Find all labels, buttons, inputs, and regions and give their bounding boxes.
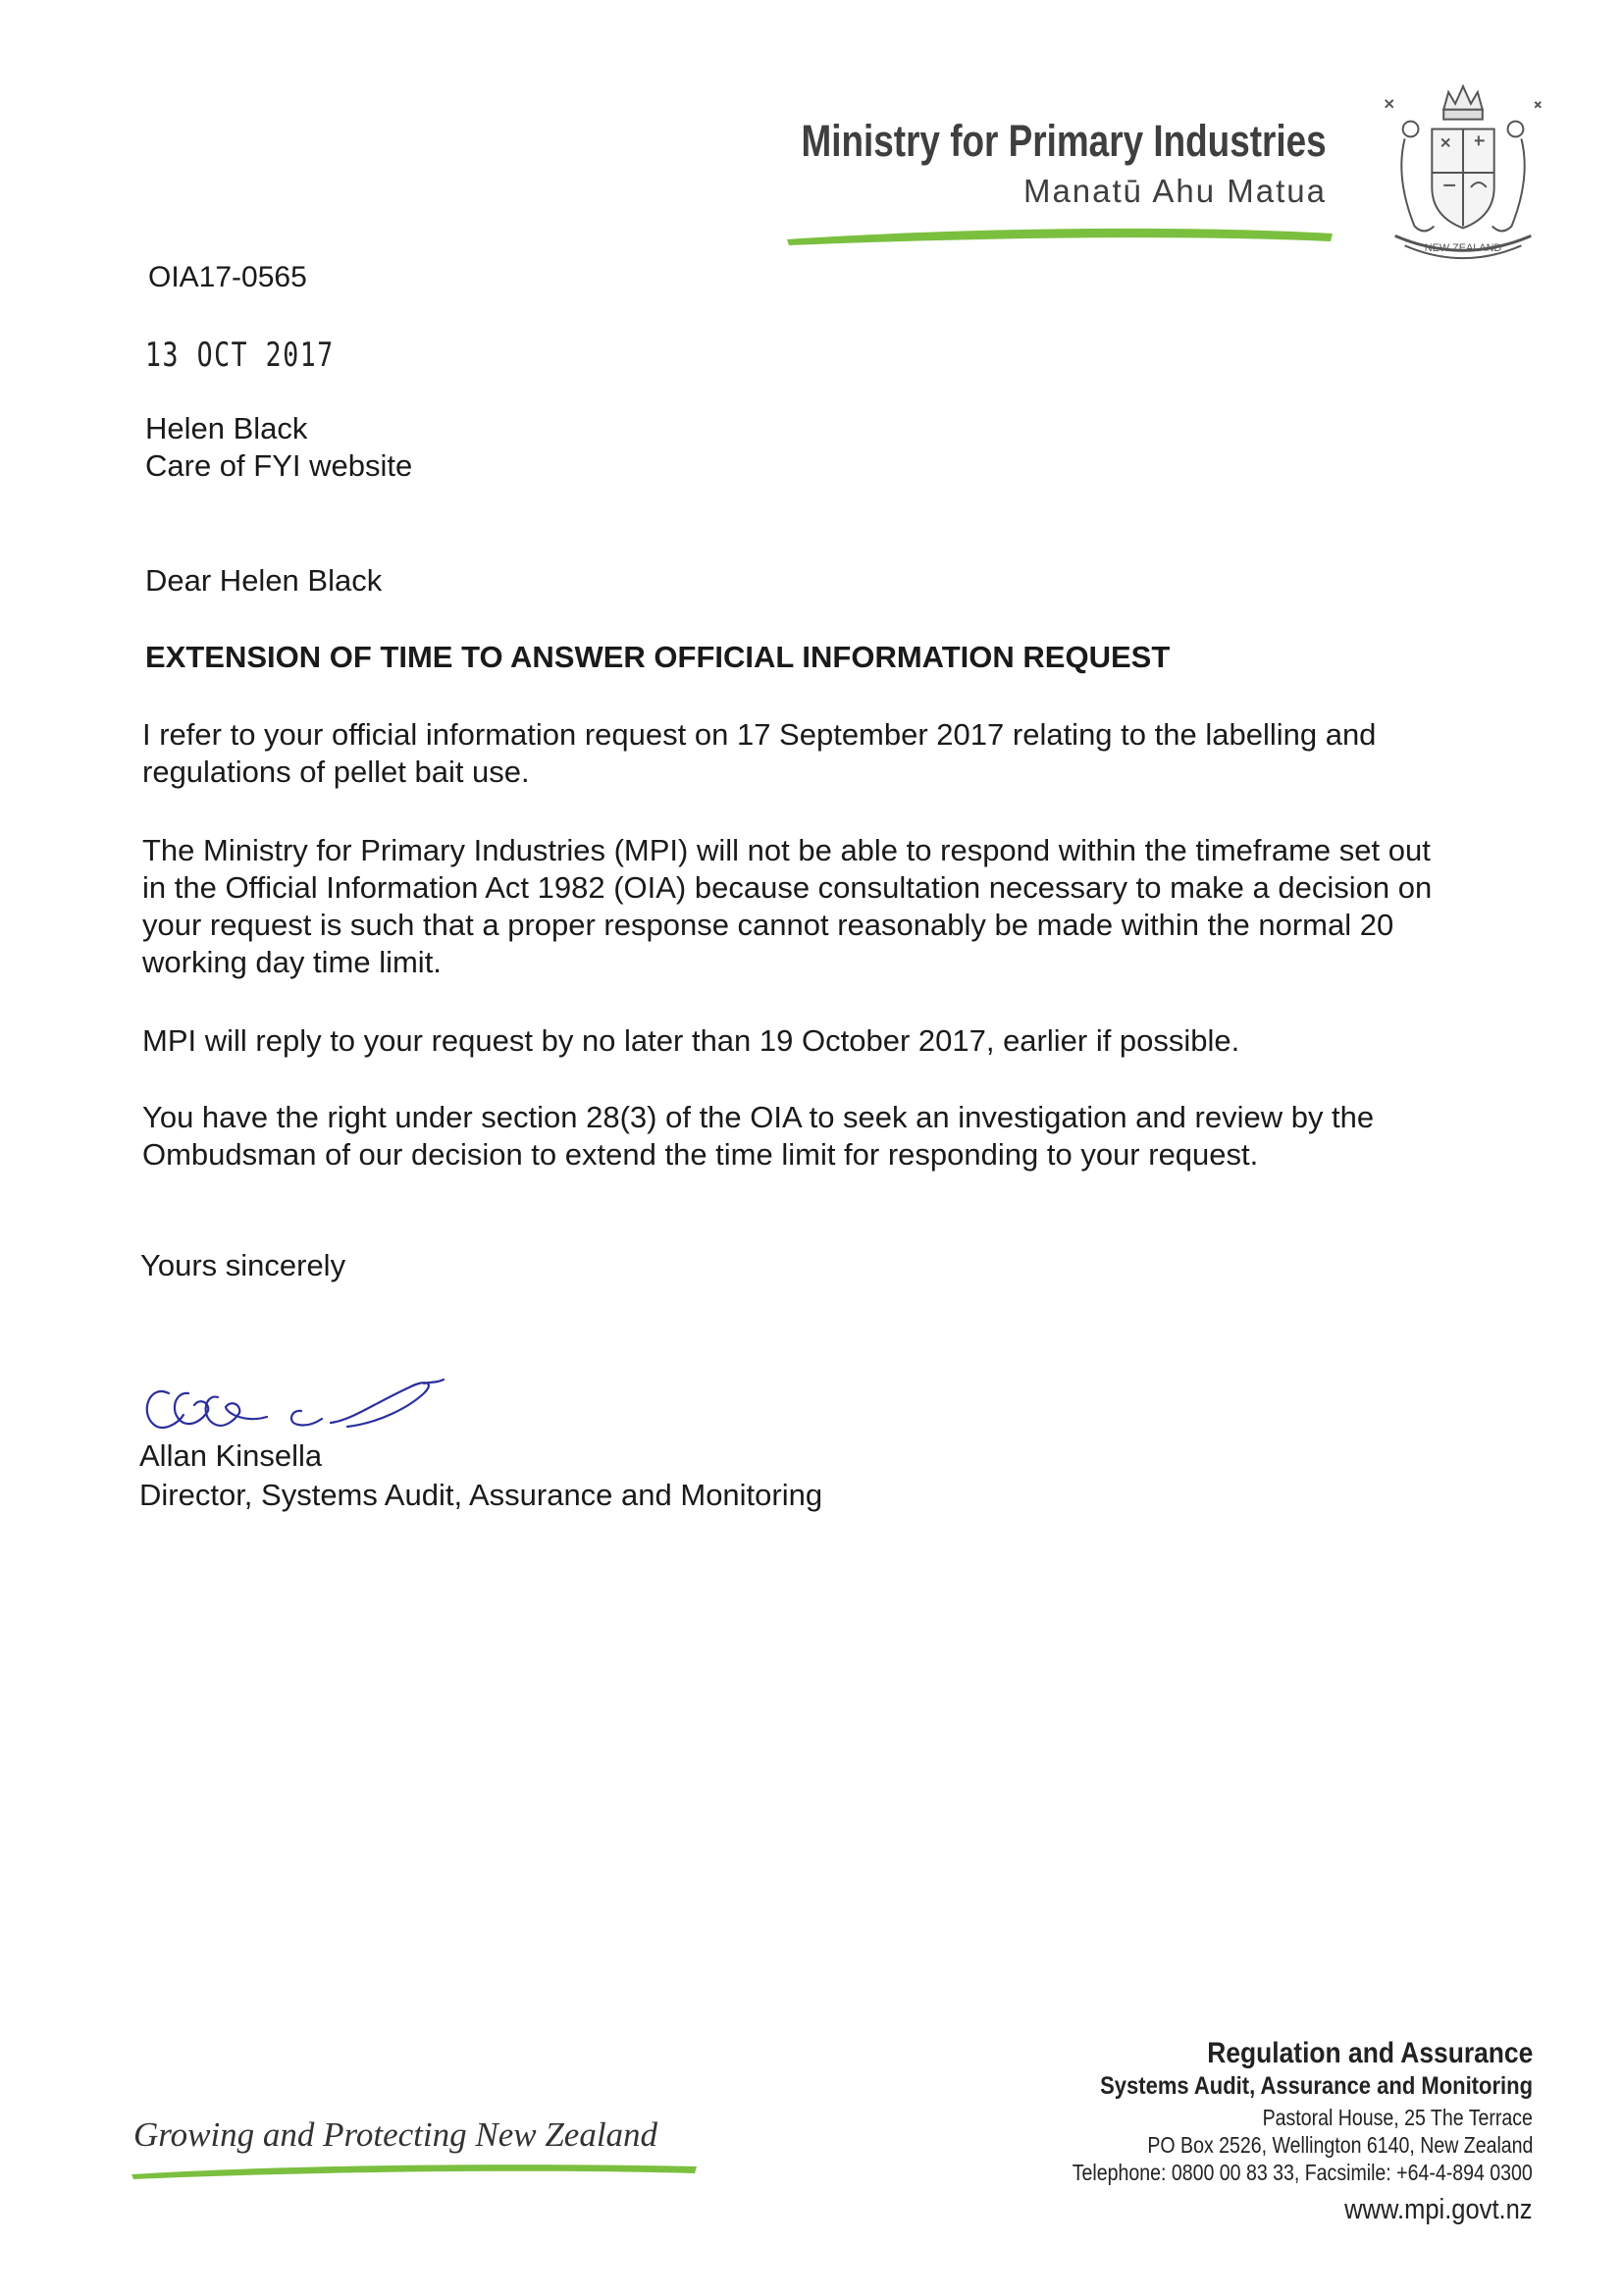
reference-number: OIA17-0565 [148, 261, 307, 293]
organization-maori-name: Manatū Ahu Matua [1022, 173, 1327, 209]
footer-unit: Systems Audit, Assurance and Monitoring [1100, 2072, 1533, 2100]
green-swoosh-top [785, 220, 1335, 249]
recipient-care-of: Care of FYI website [145, 448, 413, 483]
salutation: Dear Helen Black [145, 563, 383, 598]
organization-name: Ministry for Primary Industries [801, 116, 1327, 166]
handwritten-signature [130, 1354, 502, 1442]
footer-website[interactable]: www.mpi.govt.nz [1344, 2194, 1533, 2225]
footer-slogan: Growing and Protecting New Zealand [133, 2115, 658, 2154]
signer-name: Allan Kinsella [139, 1438, 323, 1473]
footer-branch: Regulation and Assurance [1206, 2037, 1533, 2069]
nz-coat-of-arms-icon [1366, 80, 1560, 275]
date-stamp: 13 OCT 2017 [145, 336, 335, 375]
green-swoosh-bottom [130, 2157, 699, 2182]
paragraph-4: You have the right under section 28(3) of the OIA to seek an investigation and review by the Ombudsman of our decision to extend the time limit for responding to your request. [142, 1100, 1375, 1172]
footer-phone: Telephone: 0800 00 83 33, Facsimile: +64-4-894 0300 [1072, 2160, 1533, 2185]
footer-address-line-2: PO Box 2526, Wellington 6140, New Zealand [1146, 2132, 1533, 2158]
recipient-address [145, 410, 412, 485]
paragraph-3: MPI will reply to your request by no later than 19 October 2017, earlier if possible. [142, 1023, 1240, 1058]
signer-title: Director, Systems Audit, Assurance and Monitoring [139, 1478, 823, 1512]
paragraph-1: I refer to your official information request on 17 September 2017 relating to the labelling and regulations of pellet bait use. [142, 717, 1377, 789]
recipient-name: Helen Black [145, 411, 308, 445]
closing: Yours sincerely [140, 1248, 346, 1282]
letter-heading: EXTENSION OF TIME TO ANSWER OFFICIAL INFORMATION REQUEST [145, 640, 1171, 674]
footer-address-line-1: Pastoral House, 25 The Terrace [1262, 2105, 1533, 2130]
paragraph-2: The Ministry for Primary Industries (MPI) will not be able to respond within the timeframe set out in the Official Information Act 1982 (OIA) because consultation necessary to make a decision on your request is such that a proper response cannot reasonably be made within the normal 20 working day time limit. [142, 833, 1433, 979]
svg-text:NEW ZEALAND: NEW ZEALAND [1424, 242, 1502, 255]
signer-block [139, 1436, 822, 1515]
